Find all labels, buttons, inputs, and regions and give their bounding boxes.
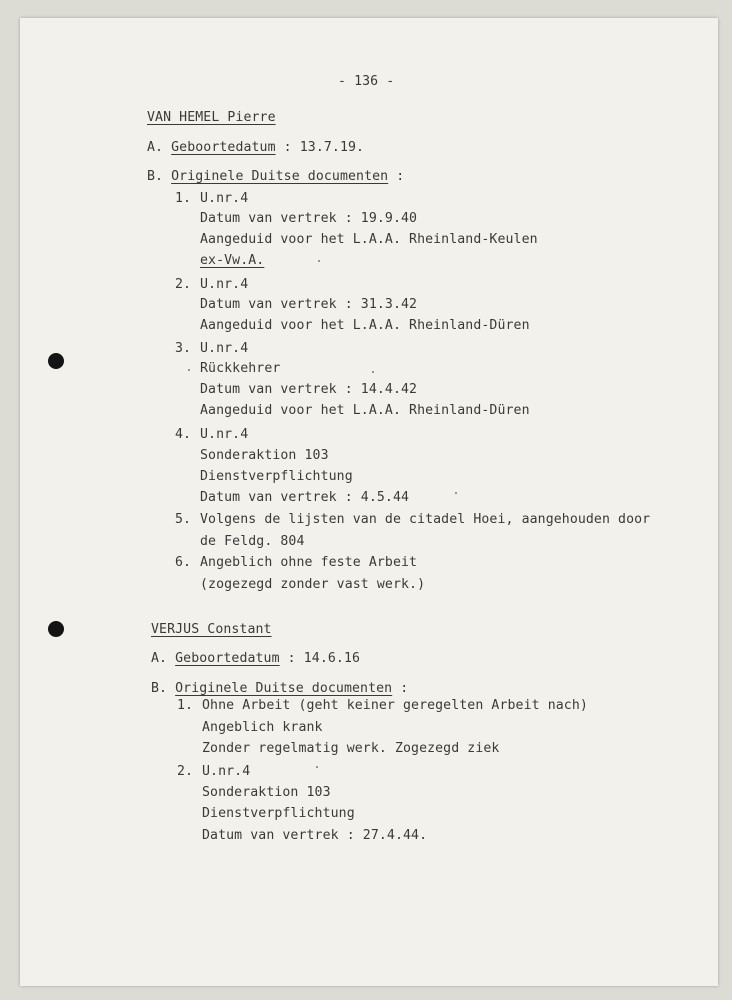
list-item: (zogezegd zonder vast werk.) [200,577,426,592]
documents-heading: B. Originele Duitse documenten : [147,169,405,184]
list-item: Angeblich ohne feste Arbeit [200,555,418,570]
birth-date-value: : 14.6.16 [279,651,361,666]
list-number: 2. [175,277,192,292]
list-item: ex-Vw.A. [200,253,265,268]
paper-speck [318,260,320,262]
birth-date-line: A. Geboortedatum : 13.7.19. [147,140,365,155]
punch-hole-top [48,353,64,369]
list-item: U.nr.4 [200,341,249,356]
paper-speck [372,371,374,373]
list-item: Dienstverpflichtung [202,806,355,821]
list-item: Zonder regelmatig werk. Zogezegd ziek [202,741,500,756]
list-item: Datum van vertrek : 19.9.40 [200,211,418,226]
list-item: Dienstverpflichtung [200,469,353,484]
list-item: U.nr.4 [200,191,249,206]
paper-speck [455,492,457,494]
list-item: Datum van vertrek : 31.3.42 [200,297,418,312]
list-item: Volgens de lijsten van de citadel Hoei, aangehouden door [200,512,651,527]
documents-heading: B. Originele Duitse documenten : [151,681,409,696]
documents-heading-label: Originele Duitse documenten [175,681,393,696]
list-number: 2. [177,764,194,779]
documents-heading-label: Originele Duitse documenten [171,169,389,184]
list-item: U.nr.4 [200,277,249,292]
birth-date-label: Geboortedatum [175,651,280,666]
list-number: 1. [175,191,192,206]
list-item: Sonderaktion 103 [200,448,329,463]
list-number: 3. [175,341,192,356]
list-item: Sonderaktion 103 [202,785,331,800]
page-number: - 136 - [338,74,395,89]
person-name: VAN HEMEL Pierre [147,110,276,125]
list-item: U.nr.4 [200,427,249,442]
list-number: 6. [175,555,192,570]
list-item: Aangeduid voor het L.A.A. Rheinland-Düren [200,403,530,418]
birth-date-label: Geboortedatum [171,140,276,155]
punch-hole-bottom [48,621,64,637]
list-item: Aangeduid voor het L.A.A. Rheinland-Keulen [200,232,538,247]
list-item: U.nr.4 [202,764,251,779]
list-number: 5. [175,512,192,527]
birth-date-line: A. Geboortedatum : 14.6.16 [151,651,361,666]
list-item: Datum van vertrek : 14.4.42 [200,382,418,397]
list-number: 4. [175,427,192,442]
list-number: 1. [177,698,194,713]
paper-speck [316,766,318,768]
person-name: VERJUS Constant [151,622,272,637]
list-item: Datum van vertrek : 27.4.44. [202,828,428,843]
list-item: Datum van vertrek : 4.5.44 [200,490,410,505]
list-item: Aangeduid voor het L.A.A. Rheinland-Düren [200,318,530,333]
list-item: Ohne Arbeit (geht keiner geregelten Arbeit nach) [202,698,588,713]
list-item: Rückkehrer [200,361,281,376]
paper-speck [188,369,190,371]
list-item: Angeblich krank [202,720,323,735]
birth-date-value: : 13.7.19. [275,140,365,155]
list-item: de Feldg. 804 [200,534,305,549]
